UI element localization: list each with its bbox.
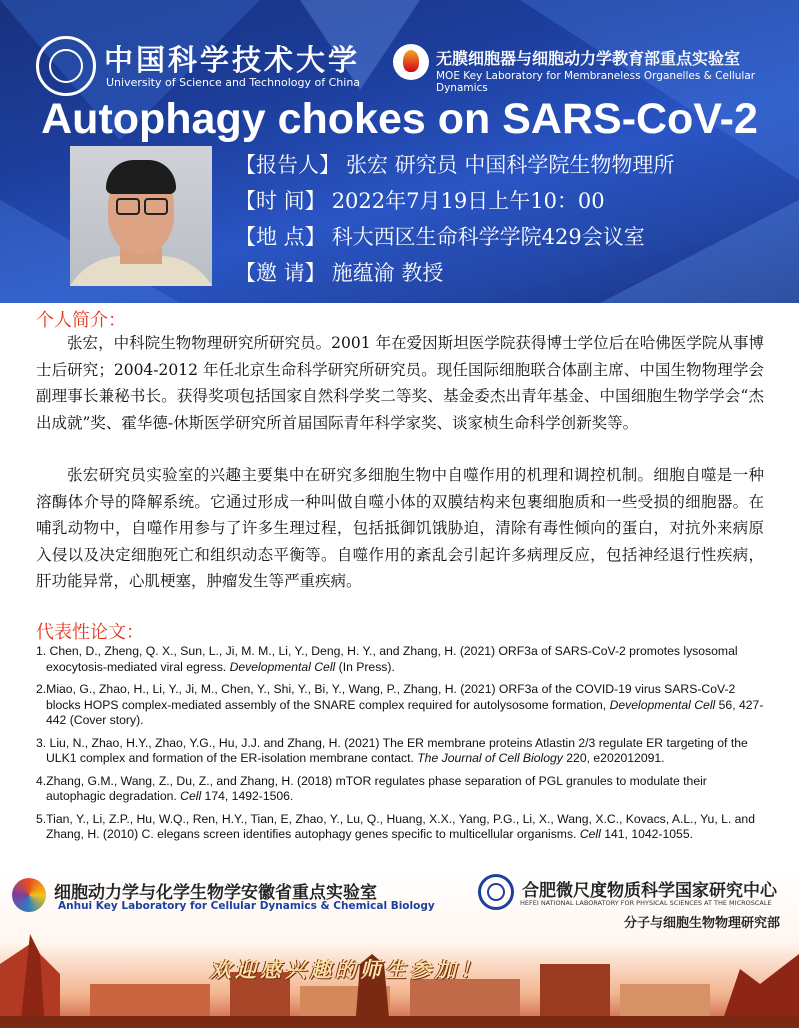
info-key: 【邀 请】 xyxy=(235,261,326,285)
info-key: 【地 点】 xyxy=(235,225,326,249)
paper-item xyxy=(36,644,766,675)
paper-journal: Developmental Cell xyxy=(229,659,336,674)
info-value: 张宏 研究员 中国科学院生物物理所 xyxy=(346,153,675,177)
info-host xyxy=(235,257,443,287)
moe-lab-name-en: MOE Key Laboratory for Membraneless Organelles & Cellular Dynamics xyxy=(436,70,756,94)
hefei-lab-name-en: HEFEI NATIONAL LABORATORY FOR PHYSICAL SCIENCES AT THE MICROSCALE xyxy=(520,899,772,907)
paper-item xyxy=(36,736,766,767)
info-time xyxy=(235,185,605,215)
paper-journal: The Journal of Cell Biology xyxy=(417,751,563,765)
moe-lab-logo xyxy=(393,44,429,80)
bio-paragraph: 张宏，中科院生物物理研究所研究员。2001 年在爱因斯坦医学院获得博士学位后在哈佛医学院从事博士后研究；2004-2012 年任北京生命科学研究所研究员。现任国际细胞联合体副主席、中国生物物理学会副理事长兼秘书长。获得奖项包括国家自然科学奖二等奖、基金委杰出青年基金、中国细胞生物学学会“杰出成就”奖、霍华德-休斯医学研究所首届国际青年科学家奖、谈家桢生命科学创新奖等。 xyxy=(36,334,764,432)
paper-citation: 141, 1042-1055. xyxy=(600,827,693,841)
paper-authors-title: 1. Chen, D., Zheng, Q. X., Sun, L., Ji, M. M., Li, Y., Deng, H. Y., and Zhang, H. (2021) ORF3a of SARS-CoV-2 promotes lysosomal exocytosis-mediated viral egress. xyxy=(36,644,738,674)
anhui-lab-name-en: Anhui Key Laboratory for Cellular Dynamics & Chemical Biology xyxy=(58,900,435,912)
paper-item xyxy=(36,812,766,843)
talk-title: Autophagy chokes on SARS-CoV-2 xyxy=(41,95,758,143)
paper-journal: Cell xyxy=(180,789,202,803)
poster-header xyxy=(0,0,799,303)
paper-authors-title: 4.Zhang, G.M., Wang, Z., Du, Z., and Zhang, H. (2018) mTOR regulates phase separation of PGL granules to modulate their autophagic degradation. xyxy=(36,773,707,803)
info-location xyxy=(235,221,645,251)
paper-authors-title: 2.Miao, G., Zhao, H., Li, Y., Ji, M., Chen, Y., Shi, Y., Bi, Y., Wang, P., Zhang, H. (2021) ORF3a of the COVID-19 virus SARS-CoV-2 blocks HOPS complex-mediated assembly of the SNARE complex required for autolysosome formation, xyxy=(36,682,736,712)
paper-item xyxy=(36,774,766,805)
anhui-lab-logo xyxy=(12,878,46,912)
info-key: 【时 间】 xyxy=(235,189,326,213)
poster-footer xyxy=(0,872,799,1028)
ustc-name-en: University of Science and Technology of China xyxy=(106,76,361,89)
info-value: 科大西区生命科学学院429会议室 xyxy=(331,225,645,249)
info-speaker xyxy=(235,149,674,179)
info-value: 2022年7月19日上午10：00 xyxy=(331,189,605,213)
paper-citation: 174, 1492-1506. xyxy=(201,789,294,803)
paper-citation: (In Press). xyxy=(335,659,395,674)
paper-item xyxy=(36,682,766,729)
info-key: 【报告人】 xyxy=(235,153,340,177)
info-value: 施蕴渝 教授 xyxy=(331,261,444,285)
research-paragraph: 张宏研究员实验室的兴趣主要集中在研究多细胞生物中自噬作用的机理和调控机制。细胞自噬是一种溶酶体介导的降解系统。它通过形成一种叫做自噬小体的双膜结构来包裹细胞质和一些受损的细胞器。在哺乳动物中，自噬作用参与了许多生理过程，包括抵御饥饿胁迫，清除有毒性倾向的蛋白，对抗外来病原入侵以及决定细胞死亡和组织动态平衡等。自噬作用的紊乱会引起许多病理反应，包括神经退行性疾病，肝功能异常，心肌梗塞，肿瘤发生等严重疾病。 xyxy=(36,466,764,590)
ustc-logo xyxy=(36,36,96,96)
speaker-photo xyxy=(70,146,212,286)
hefei-lab-division: 分子与细胞生物物理研究部 xyxy=(624,916,781,931)
papers-heading: 代表性论文： xyxy=(36,622,144,643)
paper-journal: Developmental Cell xyxy=(609,697,716,712)
papers-list xyxy=(36,644,766,850)
paper-citation: 56, 427-442 (Cover story). xyxy=(46,697,764,727)
bio-heading: 个人简介： xyxy=(36,310,126,331)
welcome-slogan: 欢迎感兴趣的师生参加！ xyxy=(210,957,485,982)
moe-lab-name-cn: 无膜细胞器与细胞动力学教育部重点实验室 xyxy=(436,49,741,68)
hefei-lab-name-cn: 合肥微尺度物质科学国家研究中心 xyxy=(522,881,777,901)
ustc-name-cn: 中国科学技术大学 xyxy=(104,43,361,77)
anhui-lab-name-cn: 细胞动力学与化学生物学安徽省重点实验室 xyxy=(54,883,377,903)
hefei-lab-logo xyxy=(478,874,514,910)
paper-authors-title: 3. Liu, N., Zhao, H.Y., Zhao, Y.G., Hu, J.J. and Zhang, H. (2021) The ER membrane proteins Atlastin 2/3 regulate ER targeting of the ULK1 complex and formation of the ER-isolation membrane contact. xyxy=(36,735,748,765)
paper-authors-title: 5.Tian, Y., Li, Z.P., Hu, W.Q., Ren, H.Y., Tian, E, Zhao, Y., Lu, Q., Huang, X.X., Yang, P.G., Li, X., Wang, X.C., Kovacs, A.L., Yu, L. and Zhang, H. (2010) C. elegans screen identifies autophagy genes specific to multicellular organisms. xyxy=(36,811,755,841)
paper-journal: Cell xyxy=(579,827,601,841)
paper-citation: 220, e202012091. xyxy=(562,751,665,765)
